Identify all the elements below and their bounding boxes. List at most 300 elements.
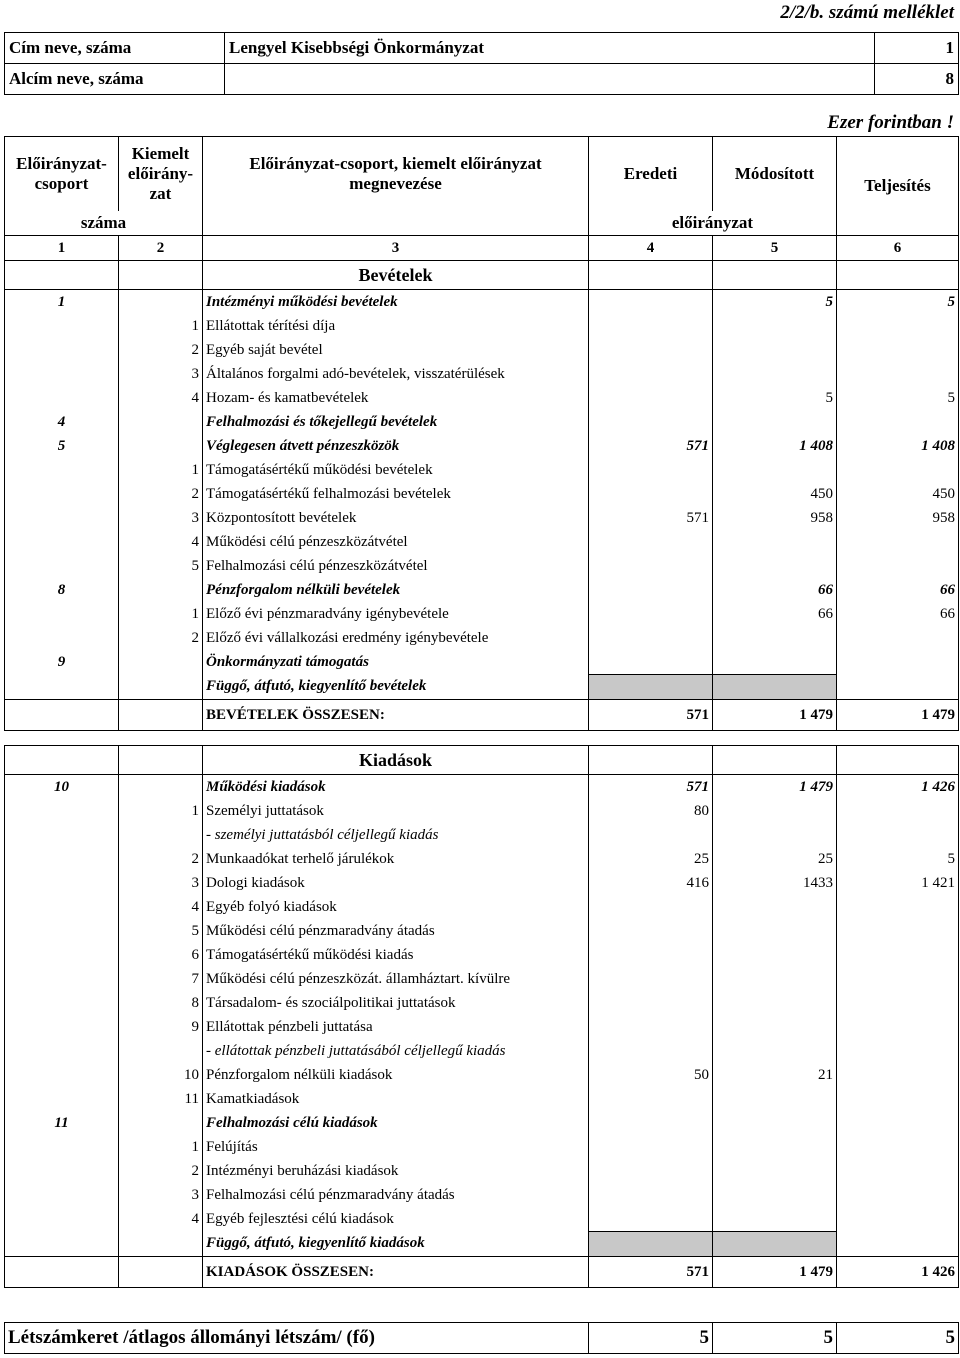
item-name: Függő, átfutó, kiegyenlítő bevételek bbox=[203, 675, 589, 700]
revenue-row bbox=[5, 554, 959, 578]
modified-value bbox=[713, 1015, 837, 1039]
original-value bbox=[589, 967, 713, 991]
col-num-3: 3 bbox=[203, 236, 589, 261]
original-value: 80 bbox=[589, 799, 713, 823]
spacer-cell bbox=[589, 731, 713, 746]
item-number: 1 bbox=[119, 602, 203, 626]
fulfilled-value bbox=[837, 823, 959, 847]
spacer-cell bbox=[713, 731, 837, 746]
group-number bbox=[5, 482, 119, 506]
fulfilled-value: 66 bbox=[837, 602, 959, 626]
original-value bbox=[589, 1039, 713, 1063]
original-value bbox=[589, 482, 713, 506]
sec-pad-1 bbox=[5, 261, 119, 290]
item-name: Működési célú pénzeszközát. államháztart. kívülre bbox=[203, 967, 589, 991]
expense-row bbox=[5, 1232, 959, 1257]
group-number bbox=[5, 1087, 119, 1111]
revenue-section-title: Bevételek bbox=[203, 261, 589, 290]
original-value bbox=[589, 991, 713, 1015]
total-pad-2 bbox=[119, 1257, 203, 1288]
item-number bbox=[119, 650, 203, 675]
item-number: 2 bbox=[119, 1159, 203, 1183]
fulfilled-value bbox=[837, 458, 959, 482]
item-name: Intézményi beruházási kiadások bbox=[203, 1159, 589, 1183]
original-value bbox=[589, 1087, 713, 1111]
fulfilled-value bbox=[837, 410, 959, 434]
item-name: Egyéb folyó kiadások bbox=[203, 895, 589, 919]
group-number bbox=[5, 1207, 119, 1232]
item-name: Intézményi működési bevételek bbox=[203, 290, 589, 315]
item-number: 10 bbox=[119, 1063, 203, 1087]
item-name: Dologi kiadások bbox=[203, 871, 589, 895]
original-value: 416 bbox=[589, 871, 713, 895]
fulfilled-value bbox=[837, 1183, 959, 1207]
modified-value: 21 bbox=[713, 1063, 837, 1087]
item-number: 3 bbox=[119, 1183, 203, 1207]
revenue-total-row bbox=[5, 700, 959, 731]
group-number: 1 bbox=[5, 290, 119, 315]
column-subheader-row bbox=[5, 211, 959, 236]
col-num-5: 5 bbox=[713, 236, 837, 261]
title-row bbox=[5, 33, 959, 64]
col-group-header: Előirányzat-csoport bbox=[5, 137, 119, 212]
expense-total-row bbox=[5, 1257, 959, 1288]
fulfilled-value bbox=[837, 1087, 959, 1111]
expense-row bbox=[5, 1015, 959, 1039]
original-value bbox=[589, 314, 713, 338]
total-pad-1 bbox=[5, 1257, 119, 1288]
fulfilled-value: 5 bbox=[837, 386, 959, 410]
item-number bbox=[119, 1232, 203, 1257]
expense-total-fulfilled: 1 426 bbox=[837, 1257, 959, 1288]
fulfilled-value bbox=[837, 362, 959, 386]
item-name: Felhalmozási és tőkejellegű bevételek bbox=[203, 410, 589, 434]
item-number: 4 bbox=[119, 530, 203, 554]
item-number: 3 bbox=[119, 871, 203, 895]
item-name: Működési kiadások bbox=[203, 775, 589, 800]
staff-original: 5 bbox=[589, 1323, 713, 1354]
sec-pad-6 bbox=[837, 261, 959, 290]
column-header-row bbox=[5, 137, 959, 212]
fulfilled-value bbox=[837, 530, 959, 554]
item-name: Egyéb fejlesztési célú kiadások bbox=[203, 1207, 589, 1232]
group-number bbox=[5, 1039, 119, 1063]
item-name: Önkormányzati támogatás bbox=[203, 650, 589, 675]
item-number: 5 bbox=[119, 554, 203, 578]
revenue-row bbox=[5, 458, 959, 482]
col-name-sub bbox=[203, 211, 589, 236]
original-value: 571 bbox=[589, 434, 713, 458]
item-number: 7 bbox=[119, 967, 203, 991]
original-value bbox=[589, 530, 713, 554]
expense-row bbox=[5, 895, 959, 919]
modified-value bbox=[713, 338, 837, 362]
spacer-cell bbox=[837, 731, 959, 746]
modified-value: 5 bbox=[713, 290, 837, 315]
original-value bbox=[589, 895, 713, 919]
group-number bbox=[5, 338, 119, 362]
sec-pad-5 bbox=[713, 261, 837, 290]
expense-row bbox=[5, 1063, 959, 1087]
revenue-row bbox=[5, 650, 959, 675]
revenue-total-label: BEVÉTELEK ÖSSZESEN: bbox=[203, 700, 589, 731]
item-name: Felhalmozási célú pénzeszközátvétel bbox=[203, 554, 589, 578]
item-name: Ellátottak pénzbeli juttatása bbox=[203, 1015, 589, 1039]
expense-row bbox=[5, 1159, 959, 1183]
modified-value: 450 bbox=[713, 482, 837, 506]
group-number bbox=[5, 530, 119, 554]
modified-value bbox=[713, 967, 837, 991]
modified-value bbox=[713, 1232, 837, 1257]
revenue-total-original: 571 bbox=[589, 700, 713, 731]
item-name: Pénzforgalom nélküli kiadások bbox=[203, 1063, 589, 1087]
fulfilled-value bbox=[837, 1039, 959, 1063]
original-value bbox=[589, 554, 713, 578]
total-pad-1 bbox=[5, 700, 119, 731]
modified-value bbox=[713, 919, 837, 943]
staff-modified: 5 bbox=[713, 1323, 837, 1354]
original-value bbox=[589, 626, 713, 650]
fulfilled-value: 5 bbox=[837, 847, 959, 871]
modified-value: 25 bbox=[713, 847, 837, 871]
modified-value bbox=[713, 799, 837, 823]
fulfilled-value: 1 421 bbox=[837, 871, 959, 895]
fulfilled-value bbox=[837, 1111, 959, 1135]
item-number: 1 bbox=[119, 314, 203, 338]
revenue-row bbox=[5, 386, 959, 410]
fulfilled-value bbox=[837, 799, 959, 823]
item-name: Egyéb saját bevétel bbox=[203, 338, 589, 362]
expense-section-title: Kiadások bbox=[203, 746, 589, 775]
sec-pad-4 bbox=[589, 746, 713, 775]
col-num-4: 4 bbox=[589, 236, 713, 261]
revenue-row bbox=[5, 314, 959, 338]
original-value bbox=[589, 1183, 713, 1207]
sec-pad-5 bbox=[713, 746, 837, 775]
item-number: 3 bbox=[119, 362, 203, 386]
sec-pad-1 bbox=[5, 746, 119, 775]
item-name: Központosított bevételek bbox=[203, 506, 589, 530]
group-number bbox=[5, 314, 119, 338]
item-name: Támogatásértékű működési bevételek bbox=[203, 458, 589, 482]
revenue-total-modified: 1 479 bbox=[713, 700, 837, 731]
item-number: 2 bbox=[119, 847, 203, 871]
original-value: 50 bbox=[589, 1063, 713, 1087]
item-name: - személyi juttatásból céljellegű kiadás bbox=[203, 823, 589, 847]
item-name: Előző évi pénzmaradvány igénybevétele bbox=[203, 602, 589, 626]
revenue-row bbox=[5, 290, 959, 315]
fulfilled-value bbox=[837, 650, 959, 675]
expense-row bbox=[5, 1111, 959, 1135]
group-number bbox=[5, 871, 119, 895]
item-name: Támogatásértékű felhalmozási bevételek bbox=[203, 482, 589, 506]
item-name: Előző évi vállalkozási eredmény igénybevétele bbox=[203, 626, 589, 650]
item-name: Társadalom- és szociálpolitikai juttatások bbox=[203, 991, 589, 1015]
group-number bbox=[5, 847, 119, 871]
group-number: 10 bbox=[5, 775, 119, 800]
fulfilled-value bbox=[837, 1015, 959, 1039]
attachment-label: 2/2/b. számú melléklet bbox=[780, 2, 954, 23]
subtitle-row bbox=[5, 64, 959, 95]
expense-section-row bbox=[5, 746, 959, 775]
item-name: Személyi juttatások bbox=[203, 799, 589, 823]
item-name: Támogatásértékű működési kiadás bbox=[203, 943, 589, 967]
revenue-row bbox=[5, 530, 959, 554]
expense-total-modified: 1 479 bbox=[713, 1257, 837, 1288]
group-number: 5 bbox=[5, 434, 119, 458]
col-num-1: 1 bbox=[5, 236, 119, 261]
revenue-row bbox=[5, 578, 959, 602]
staff-row bbox=[5, 1323, 959, 1354]
item-name: - ellátottak pénzbeli juttatásából céljellegű kiadás bbox=[203, 1039, 589, 1063]
item-number bbox=[119, 578, 203, 602]
fulfilled-value bbox=[837, 895, 959, 919]
item-number: 1 bbox=[119, 1135, 203, 1159]
fulfilled-value bbox=[837, 943, 959, 967]
original-value bbox=[589, 602, 713, 626]
modified-value bbox=[713, 410, 837, 434]
item-name: Általános forgalmi adó-bevételek, visszatérülések bbox=[203, 362, 589, 386]
original-value bbox=[589, 1135, 713, 1159]
group-number bbox=[5, 943, 119, 967]
subtitle-label: Alcím neve, száma bbox=[5, 64, 225, 95]
fulfilled-value: 1 408 bbox=[837, 434, 959, 458]
group-number: 9 bbox=[5, 650, 119, 675]
modified-value bbox=[713, 675, 837, 700]
total-pad-2 bbox=[119, 700, 203, 731]
fulfilled-value: 1 426 bbox=[837, 775, 959, 800]
modified-value: 1 479 bbox=[713, 775, 837, 800]
fulfilled-value bbox=[837, 967, 959, 991]
title-value: Lengyel Kisebbségi Önkormányzat bbox=[225, 33, 875, 64]
fulfilled-value bbox=[837, 1159, 959, 1183]
expense-row bbox=[5, 799, 959, 823]
group-number bbox=[5, 386, 119, 410]
original-value bbox=[589, 338, 713, 362]
group-number bbox=[5, 362, 119, 386]
item-number: 11 bbox=[119, 1087, 203, 1111]
col-num-6: 6 bbox=[837, 236, 959, 261]
item-number: 6 bbox=[119, 943, 203, 967]
modified-value bbox=[713, 1207, 837, 1232]
group-number: 4 bbox=[5, 410, 119, 434]
original-value bbox=[589, 1159, 713, 1183]
revenue-row bbox=[5, 410, 959, 434]
modified-value bbox=[713, 1183, 837, 1207]
modified-value: 66 bbox=[713, 578, 837, 602]
modified-value bbox=[713, 650, 837, 675]
original-value bbox=[589, 1015, 713, 1039]
original-value bbox=[589, 458, 713, 482]
expense-row bbox=[5, 1087, 959, 1111]
unit-note: Ezer forintban ! bbox=[827, 112, 954, 133]
item-number: 3 bbox=[119, 506, 203, 530]
item-number: 8 bbox=[119, 991, 203, 1015]
budget-table bbox=[4, 136, 959, 1288]
original-value bbox=[589, 943, 713, 967]
modified-value: 958 bbox=[713, 506, 837, 530]
fulfilled-value bbox=[837, 675, 959, 700]
col-highlighted-header: Kiemelt előirány-zat bbox=[119, 137, 203, 212]
fulfilled-value bbox=[837, 1207, 959, 1232]
group-number bbox=[5, 1063, 119, 1087]
title-number: 1 bbox=[875, 33, 959, 64]
expense-row bbox=[5, 943, 959, 967]
modified-value bbox=[713, 1135, 837, 1159]
revenue-row bbox=[5, 434, 959, 458]
revenue-row bbox=[5, 362, 959, 386]
fulfilled-value bbox=[837, 626, 959, 650]
group-number: 8 bbox=[5, 578, 119, 602]
sec-pad-2 bbox=[119, 746, 203, 775]
modified-value bbox=[713, 1111, 837, 1135]
title-label: Cím neve, száma bbox=[5, 33, 225, 64]
revenue-section-row bbox=[5, 261, 959, 290]
group-number bbox=[5, 1183, 119, 1207]
sec-pad-2 bbox=[119, 261, 203, 290]
modified-value bbox=[713, 1087, 837, 1111]
expense-row bbox=[5, 823, 959, 847]
original-value bbox=[589, 823, 713, 847]
item-number: 1 bbox=[119, 799, 203, 823]
original-value bbox=[589, 1207, 713, 1232]
item-name: Kamatkiadások bbox=[203, 1087, 589, 1111]
modified-value bbox=[713, 530, 837, 554]
revenue-row bbox=[5, 602, 959, 626]
item-number bbox=[119, 823, 203, 847]
expense-total-original: 571 bbox=[589, 1257, 713, 1288]
staff-label: Létszámkeret /átlagos állományi létszám/ (fő) bbox=[5, 1323, 589, 1354]
item-number bbox=[119, 290, 203, 315]
group-number bbox=[5, 919, 119, 943]
modified-value bbox=[713, 823, 837, 847]
staff-fulfilled: 5 bbox=[837, 1323, 959, 1354]
item-name: Működési célú pénzeszközátvétel bbox=[203, 530, 589, 554]
revenue-row bbox=[5, 338, 959, 362]
group-number bbox=[5, 602, 119, 626]
expense-row bbox=[5, 1135, 959, 1159]
fulfilled-value: 5 bbox=[837, 290, 959, 315]
group-number bbox=[5, 626, 119, 650]
modified-value bbox=[713, 554, 837, 578]
expense-row bbox=[5, 871, 959, 895]
original-value bbox=[589, 675, 713, 700]
col-appropriation-label: előirányzat bbox=[589, 211, 837, 236]
group-number bbox=[5, 1015, 119, 1039]
group-number bbox=[5, 1135, 119, 1159]
revenue-row bbox=[5, 506, 959, 530]
group-number bbox=[5, 554, 119, 578]
item-number bbox=[119, 775, 203, 800]
original-value bbox=[589, 578, 713, 602]
item-number: 2 bbox=[119, 626, 203, 650]
item-number: 4 bbox=[119, 386, 203, 410]
original-value: 25 bbox=[589, 847, 713, 871]
fulfilled-value bbox=[837, 1135, 959, 1159]
subtitle-value bbox=[225, 64, 875, 95]
original-value bbox=[589, 362, 713, 386]
item-name: Ellátottak térítési díja bbox=[203, 314, 589, 338]
modified-value: 1433 bbox=[713, 871, 837, 895]
fulfilled-value: 66 bbox=[837, 578, 959, 602]
item-number bbox=[119, 410, 203, 434]
col-original-header: Eredeti bbox=[589, 137, 713, 212]
group-number bbox=[5, 458, 119, 482]
group-number bbox=[5, 967, 119, 991]
spacer-cell bbox=[5, 731, 119, 746]
modified-value bbox=[713, 991, 837, 1015]
original-value bbox=[589, 1232, 713, 1257]
item-name: Hozam- és kamatbevételek bbox=[203, 386, 589, 410]
group-number bbox=[5, 1232, 119, 1257]
item-number bbox=[119, 675, 203, 700]
expense-row bbox=[5, 991, 959, 1015]
expense-row bbox=[5, 847, 959, 871]
item-name: Felújítás bbox=[203, 1135, 589, 1159]
group-number bbox=[5, 823, 119, 847]
subtitle-number: 8 bbox=[875, 64, 959, 95]
fulfilled-value bbox=[837, 991, 959, 1015]
item-number: 2 bbox=[119, 482, 203, 506]
item-number: 1 bbox=[119, 458, 203, 482]
group-number bbox=[5, 991, 119, 1015]
original-value: 571 bbox=[589, 506, 713, 530]
col-modified-header: Módosított bbox=[713, 137, 837, 212]
item-name: Munkaadókat terhelő járulékok bbox=[203, 847, 589, 871]
item-name: Felhalmozási célú pénzmaradvány átadás bbox=[203, 1183, 589, 1207]
fulfilled-value: 450 bbox=[837, 482, 959, 506]
spacer-cell bbox=[203, 731, 589, 746]
modified-value bbox=[713, 1039, 837, 1063]
modified-value bbox=[713, 626, 837, 650]
fulfilled-value bbox=[837, 338, 959, 362]
item-number: 9 bbox=[119, 1015, 203, 1039]
item-number: 5 bbox=[119, 919, 203, 943]
item-name: Függő, átfutó, kiegyenlítő kiadások bbox=[203, 1232, 589, 1257]
expense-row bbox=[5, 1039, 959, 1063]
fulfilled-value: 958 bbox=[837, 506, 959, 530]
modified-value: 5 bbox=[713, 386, 837, 410]
modified-value bbox=[713, 458, 837, 482]
original-value bbox=[589, 410, 713, 434]
fulfilled-value bbox=[837, 314, 959, 338]
modified-value bbox=[713, 943, 837, 967]
group-number bbox=[5, 675, 119, 700]
group-number bbox=[5, 506, 119, 530]
item-number bbox=[119, 434, 203, 458]
modified-value bbox=[713, 1159, 837, 1183]
revenue-total-fulfilled: 1 479 bbox=[837, 700, 959, 731]
group-number bbox=[5, 799, 119, 823]
expense-row bbox=[5, 775, 959, 800]
sec-pad-4 bbox=[589, 261, 713, 290]
expense-row bbox=[5, 1183, 959, 1207]
header-table bbox=[4, 32, 959, 95]
modified-value bbox=[713, 362, 837, 386]
item-name: Pénzforgalom nélküli bevételek bbox=[203, 578, 589, 602]
group-number bbox=[5, 895, 119, 919]
item-name: Véglegesen átvett pénzeszközök bbox=[203, 434, 589, 458]
col-number-label: száma bbox=[5, 211, 203, 236]
spacer-cell bbox=[119, 731, 203, 746]
expense-row bbox=[5, 967, 959, 991]
original-value bbox=[589, 386, 713, 410]
original-value: 571 bbox=[589, 775, 713, 800]
original-value bbox=[589, 919, 713, 943]
item-number: 4 bbox=[119, 895, 203, 919]
group-number bbox=[5, 1159, 119, 1183]
modified-value bbox=[713, 895, 837, 919]
